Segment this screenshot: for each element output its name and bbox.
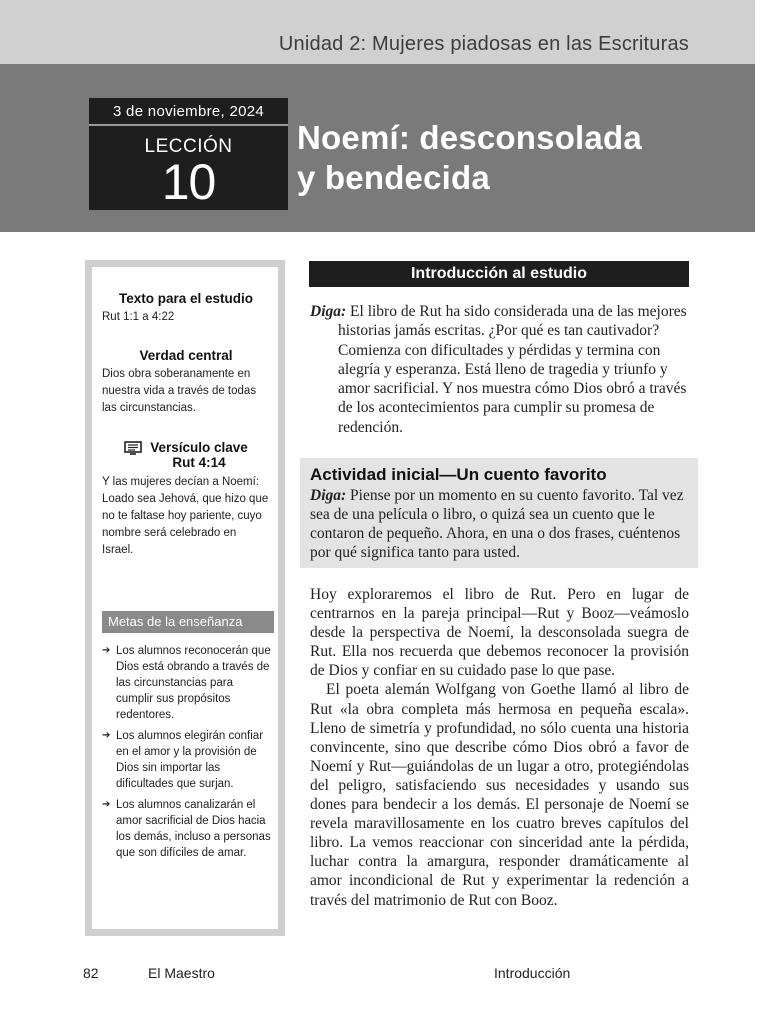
lesson-title-line2: y bendecida — [297, 159, 490, 196]
opening-activity-box — [300, 458, 698, 568]
list-item — [102, 797, 272, 861]
lesson-title-line1: Noemí: desconsolada — [297, 119, 642, 156]
lesson-number-box — [89, 124, 288, 210]
arrow-right-icon: ➔ — [102, 730, 111, 741]
activity-text-block — [310, 486, 688, 562]
unit-header-band — [0, 0, 755, 64]
study-text-heading: Texto para el estudio — [118, 291, 254, 306]
list-item — [102, 643, 272, 723]
intro-paragraph — [310, 302, 690, 437]
lesson-sidebar — [85, 260, 285, 936]
list-item — [102, 728, 272, 792]
page-number: 82 — [83, 965, 99, 981]
teaching-goal-text: Los alumnos elegirán confiar en el amor y la provisión de Dios sin importar las dificultades que surjan. — [116, 730, 264, 790]
teaching-goals-heading: Metas de la enseñanza — [102, 611, 274, 633]
central-truth-section — [102, 348, 270, 417]
intro-heading: Introducción al estudio — [309, 261, 689, 287]
study-text: Rut 1:1 a 4:22 — [102, 311, 175, 323]
diga-label: Diga: — [310, 487, 347, 504]
lesson-date: 3 de noviembre, 2024 — [89, 98, 288, 124]
key-verse-heading: Versículo clave — [150, 440, 248, 455]
teaching-goal-text: Los alumnos canalizarán el amor sacrificial de Dios hacia los demás, incluso a personas que son difíciles de amar. — [116, 799, 271, 859]
key-verse-reference: Rut 4:14 — [172, 455, 226, 470]
key-verse-header — [102, 440, 270, 470]
study-text-section — [102, 291, 270, 326]
teaching-goals-list — [102, 643, 272, 866]
lesson-body — [310, 585, 689, 910]
activity-title: Actividad inicial—Un cuento favorito — [310, 465, 607, 484]
publication-name: El Maestro — [148, 965, 215, 981]
lesson-number: 10 — [161, 154, 216, 210]
unit-title: Unidad 2: Mujeres piadosas en las Escrituras — [278, 33, 689, 55]
key-verse-section — [102, 440, 270, 559]
teaching-goal-text: Los alumnos reconocerán que Dios está obrando a través de las circunstancias para cumplir sus propósitos redentores. — [116, 645, 271, 721]
central-truth-text: Dios obra soberanamente en nuestra vida a través de todas las circunstancias. — [102, 368, 257, 414]
intro-text: El libro de Rut ha sido considerada una de las mejores historias jamás escritas. ¿Por qué es tan cautivador? Comienza con dificultades y pérdidas y termina con alegría y esperanza. Está lleno de tragedia y triunfo y amor sacrificial. Y nos muestra cómo Dios obró a través de los acontecimientos para cumplir su promesa de redención. — [338, 303, 687, 436]
lesson-label: LECCIÓN — [144, 136, 233, 157]
central-truth-heading: Verdad central — [139, 348, 233, 363]
diga-label: Diga: — [310, 303, 347, 320]
section-name: Introducción — [494, 965, 571, 981]
lesson-title — [297, 118, 717, 198]
body-paragraph: Hoy exploraremos el libro de Rut. Pero en lugar de centrarnos en la pareja principal—Rut y Booz—veámoslo desde la perspectiva de Noemí, la desconsolada suegra de Rut. Ella nos recuerda que debemos reconocer la provisión de Dios y confiar en su cuidado pase lo que pase. — [310, 586, 689, 680]
arrow-right-icon: ➔ — [102, 645, 111, 656]
bible-icon — [124, 441, 142, 455]
activity-text: Piense por un momento en su cuento favorito. Tal vez sea de una película o libro, o quizá sea un cuento que le contaron de pequeño. Ahora, en una o dos frases, cuéntenos por qué significa tanto para usted. — [310, 487, 684, 561]
arrow-right-icon: ➔ — [102, 799, 111, 810]
key-verse-text: Y las mujeres decían a Noemí: Loado sea Jehová, que hizo que no te faltase hoy pariente, cuyo nombre será celebrado en Israel. — [102, 476, 269, 556]
body-paragraph: El poeta alemán Wolfgang von Goethe llamó al libro de Rut «la obra completa más hermosa en pequeña escala». Lleno de simetría y profundidad, no sólo cuenta una historia convincente, sino que describe cómo Dios obró a favor de Noemí y Rut—guiándolas de un lugar a otro, protegiéndolas del peligro, satisfaciendo sus necesidades y usando sus dones para bendecir a los demás. El personaje de Noemí se revela maravillosamente en los cuatro breves capítulos del libro. La vemos reaccionar con sinceridad ante la pérdida, luchar contra la amargura, responder dramáticamente al amor incondicional de Rut y experimentar la redención a través del matrimonio de Rut con Booz. — [310, 681, 689, 909]
